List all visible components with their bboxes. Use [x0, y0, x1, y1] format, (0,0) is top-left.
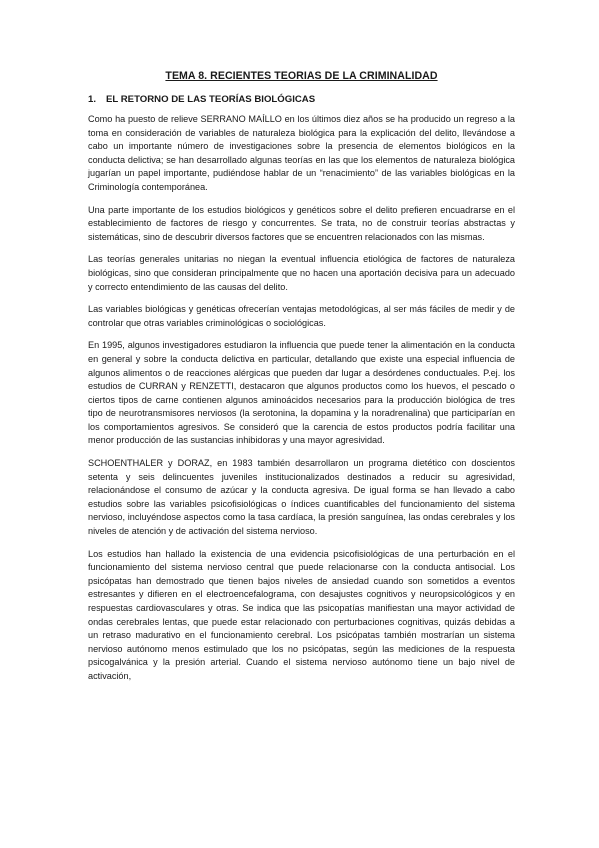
- section-heading: [88, 94, 515, 105]
- paragraph-2: Una parte importante de los estudios biológicos y genéticos sobre el delito prefieren encuadrarse en el establecimiento de factores de riesgo y concurrentes. Se trata, no de construir teorías abstractas y sistemáticas, sino de descubrir diversos factores que se encuentren relacionados con las mismas.: [88, 204, 515, 242]
- paragraph-6: SCHOENTHALER y DORAZ, en 1983 también desarrollaron un programa dietético con doscientos setenta y seis delincuentes juveniles institucionalizados destinados a reducir su agresividad, relacionándose el consumo de azúcar y la conducta agresiva. De igual forma se han llevado a cabo estudios sobre las variables psicofisiológicas o índices cuantificables del funcionamiento del sistema nervioso, incluyéndose aspectos como la tasa cardíaca, la presión sanguínea, las ondas cerebrales y los niveles de atención y de activación del sistema nervioso.: [88, 458, 515, 537]
- paragraph-7: Los estudios han hallado la existencia de una evidencia psicofisiológicas de una perturbación en el funcionamiento del sistema nervioso central que puede relacionarse con la conducta antisocial. Los psicópatas han demostrado que tienen bajos niveles de ansiedad cuando son sometidos a eventos estresantes y difieren en el electroencefalograma, con desajustes cognitivos y neuropsicológicos y en respuestas cardiovasculares y otras. Se indica que las psicopatías manifiestan una mayor actividad de ondas cerebrales lentas, que puede estar relacionado con perturbaciones cognitivas, quizás debidas a un retraso madurativo en el funcionamiento cerebral. Los psicópatas también mostrarían un sistema nervioso autónomo menos estimulado que los no psicópatas, según las mediciones de la respuesta psicogalvánica y la presión arterial. Cuando el sistema nervioso autónomo tiene un bajo nivel de activación,: [88, 548, 515, 681]
- paragraph-4: Las variables biológicas y genéticas ofrecerían ventajas metodológicas, al ser más fáciles de medir y de controlar que otras variables criminológicas o sociológicas.: [88, 304, 515, 328]
- paragraph-5: En 1995, algunos investigadores estudiaron la influencia que puede tener la alimentación en la conducta en general y sobre la conducta delictiva en particular, detallando que existe una especial influencia de algunos alimentos o de reacciones alérgicas que pueden dar lugar a desórdenes conductuales. P.ej. los estudios de CURRAN y RENZETTI, destacaron que algunos productos como los huevos, el pescado o ciertos tipos de carne contienen algunos aminoácidos necesarios para la producción biológica de tres tipo de neurotransmisores nerviosos (la serotonina, la dopamina y la noradrenalina) que participarían en los comportamientos agresivos. Se consideró que la carencia de estos productos podría facilitar una menor producción de las sustancias inhibidoras y una mayor agresividad.: [88, 340, 515, 446]
- section-number: 1.: [88, 94, 97, 105]
- document-page: [88, 70, 515, 693]
- document-title: TEMA 8. RECIENTES TEORIAS DE LA CRIMINALIDAD: [165, 70, 438, 82]
- paragraph-3: Las teorías generales unitarias no niegan la eventual influencia etiológica de factores de naturaleza biológicas, sino que consideran principalmente que no hacen una aportación decisiva para un adecuado y correcto entendimiento de las causas del delito.: [88, 254, 515, 292]
- section-title: EL RETORNO DE LAS TEORÍAS BIOLÓGICAS: [106, 94, 316, 105]
- paragraph-1: Como ha puesto de relieve SERRANO MAÍLLO en los últimos diez años se ha producido un regreso a la toma en consideración de variables de naturaleza biológica para la explicación del delito, llevándose a cabo un importante número de investigaciones sobre la presencia de elementos biológicos en la conducta delictiva; se han desarrollado algunas teorías en las que los elementos de naturaleza biológica jugarían un papel importante, pudiéndose hablar de un “renacimiento” de las variables biológicas en la Criminología contemporánea.: [88, 114, 515, 192]
